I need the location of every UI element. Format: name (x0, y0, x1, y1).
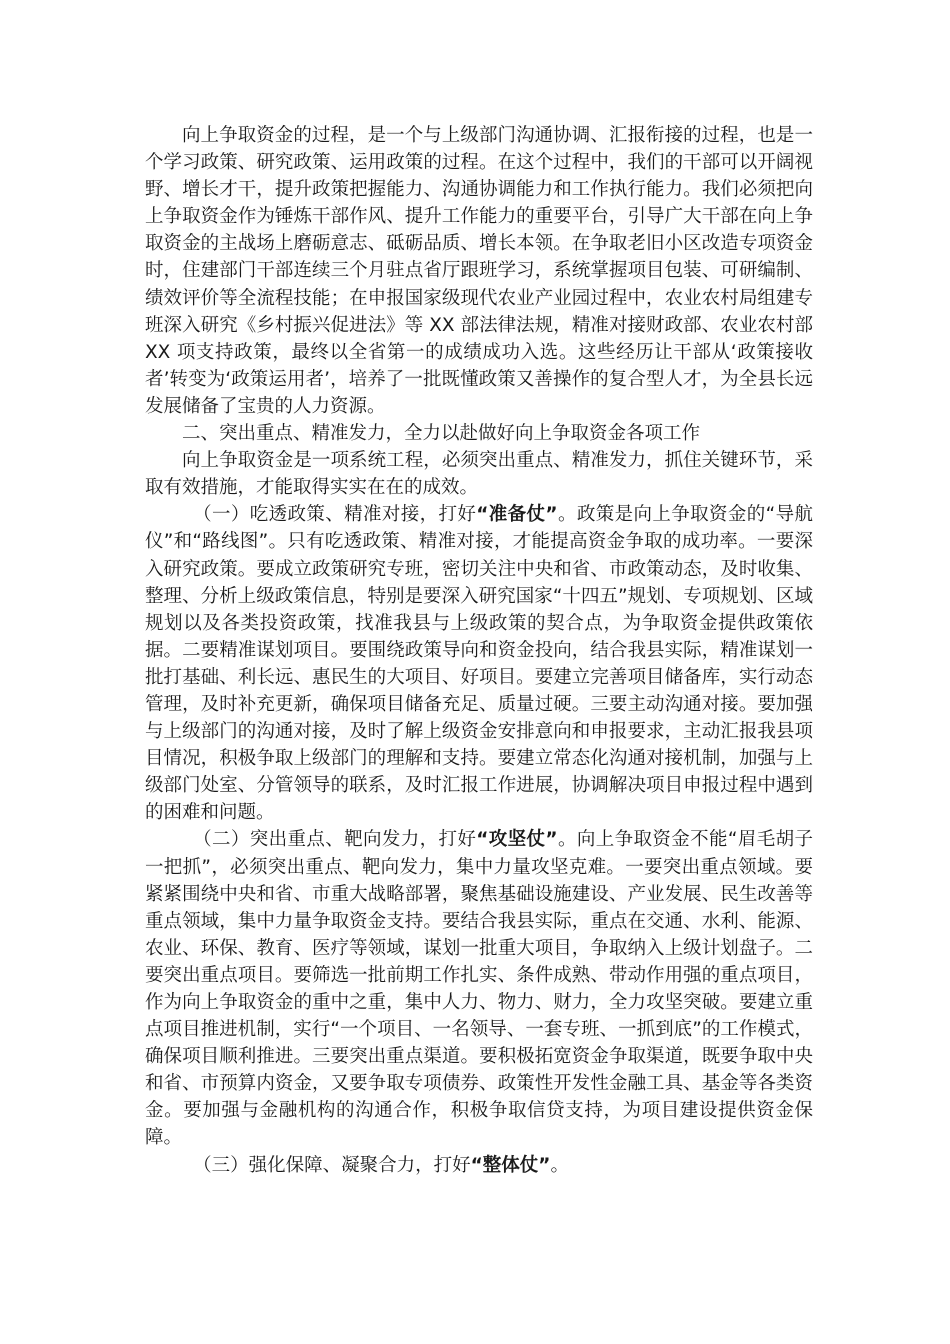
subsection-2-lead: （二）突出重点、靶向发力，打好 (193, 829, 477, 851)
subsection-2-body: 。向上争取资金不能“眉毛胡子一把抓”，必须突出重点、靶向发力，集中力量攻坚克难。一要突出重点领域。要紧紧围绕中央和省、市重大战略部署，聚焦基础设施建设、产业发展、民生改善等重点领域，集中力量争取资金支持。要结合我县实际，重点在交通、水利、能源、农业、环保、教育、医疗等领域，谋划一批重大项目，争取纳入上级计划盘子。二要突出重点项目。要筛选一批前期工作扎实、条件成熟、带动作用强的重点项目，作为向上争取资金的重中之重，集中人力、物力、财力，全力攻坚突破。要建立重点项目推进机制，实行“一个项目、一名领导、一套专班、一抓到底”的工作模式，确保项目顺利推进。三要突出重点渠道。要积极拓宽资金争取渠道，既要争取中央和省、市预算内资金，又要争取专项债券、政策性开发性金融工具、基金等各类资金。要加强与金融机构的沟通合作，积极争取信贷支持，为项目建设提供资金保障。 (145, 829, 813, 1149)
subsection-3-body: 。 (550, 1154, 569, 1176)
subsection-1-lead: （一）吃透政策、精准对接，打好 (193, 504, 477, 526)
document-page (145, 122, 813, 1179)
subsection-2 (145, 826, 813, 1151)
section-heading-2: 二、突出重点、精准发力，全力以赴做好向上争取资金各项工作 (182, 423, 701, 445)
subsection-1-emphasis: “准备仗” (476, 504, 558, 526)
subsection-3-emphasis: “整体仗” (470, 1154, 551, 1176)
subsection-2-emphasis: “攻坚仗” (476, 829, 558, 851)
paragraph-section-intro: 向上争取资金是一项系统工程，必须突出重点、精准发力，抓住关键环节，采取有效措施，才能取得实实在在的成效。 (145, 450, 813, 499)
subsection-3-lead: （三）强化保障、凝聚合力，打好 (193, 1154, 471, 1176)
subsection-3 (145, 1152, 813, 1179)
subsection-1 (145, 501, 813, 826)
paragraph-cadre-training: 向上争取资金的过程，是一个与上级部门沟通协调、汇报衔接的过程，也是一个学习政策、研究政策、运用政策的过程。在这个过程中，我们的干部可以开阔视野、增长才干，提升政策把握能力、沟通协调能力和工作执行能力。我们必须把向上争取资金作为锤炼干部作风、提升工作能力的重要平台，引导广大干部在向上争取资金的主战场上磨砺意志、砥砺品质、增长本领。在争取老旧小区改造专项资金时，住建部门干部连续三个月驻点省厅跟班学习，系统掌握项目包装、可研编制、绩效评价等全流程技能；在申报国家级现代农业产业园过程中，农业农村局组建专班深入研究《乡村振兴促进法》等 XX 部法律法规，精准对接财政部、农业农村部 XX 项支持政策，最终以全省第一的成绩成功入选。这些经历让干部从‘政策接收者’转变为‘政策运用者’，培养了一批既懂政策又善操作的复合型人才，为全县长远发展储备了宝贵的人力资源。 (145, 125, 813, 417)
subsection-1-body: 。政策是向上争取资金的“导航仪”和“路线图”。只有吃透政策、精准对接，才能提高资金争取的成功率。一要深入研究政策。要成立政策研究专班，密切关注中央和省、市政策动态，及时收集、整理、分析上级政策信息，特别是要深入研究国家“十四五”规划、专项规划、区域规划以及各类投资政策，找准我县与上级政策的契合点，为争取资金提供政策依据。二要精准谋划项目。要围绕政策导向和资金投向，结合我县实际，精准谋划一批打基础、利长远、惠民生的大项目、好项目。要建立完善项目储备库，实行动态管理，及时补充更新，确保项目储备充足、质量过硬。三要主动沟通对接。要加强与上级部门的沟通对接，及时了解上级资金安排意向和申报要求，主动汇报我县项目情况，积极争取上级部门的理解和支持。要建立常态化沟通对接机制，加强与上级部门处室、分管领导的联系，及时汇报工作进展，协调解决项目申报过程中遇到的困难和问题。 (145, 504, 813, 824)
